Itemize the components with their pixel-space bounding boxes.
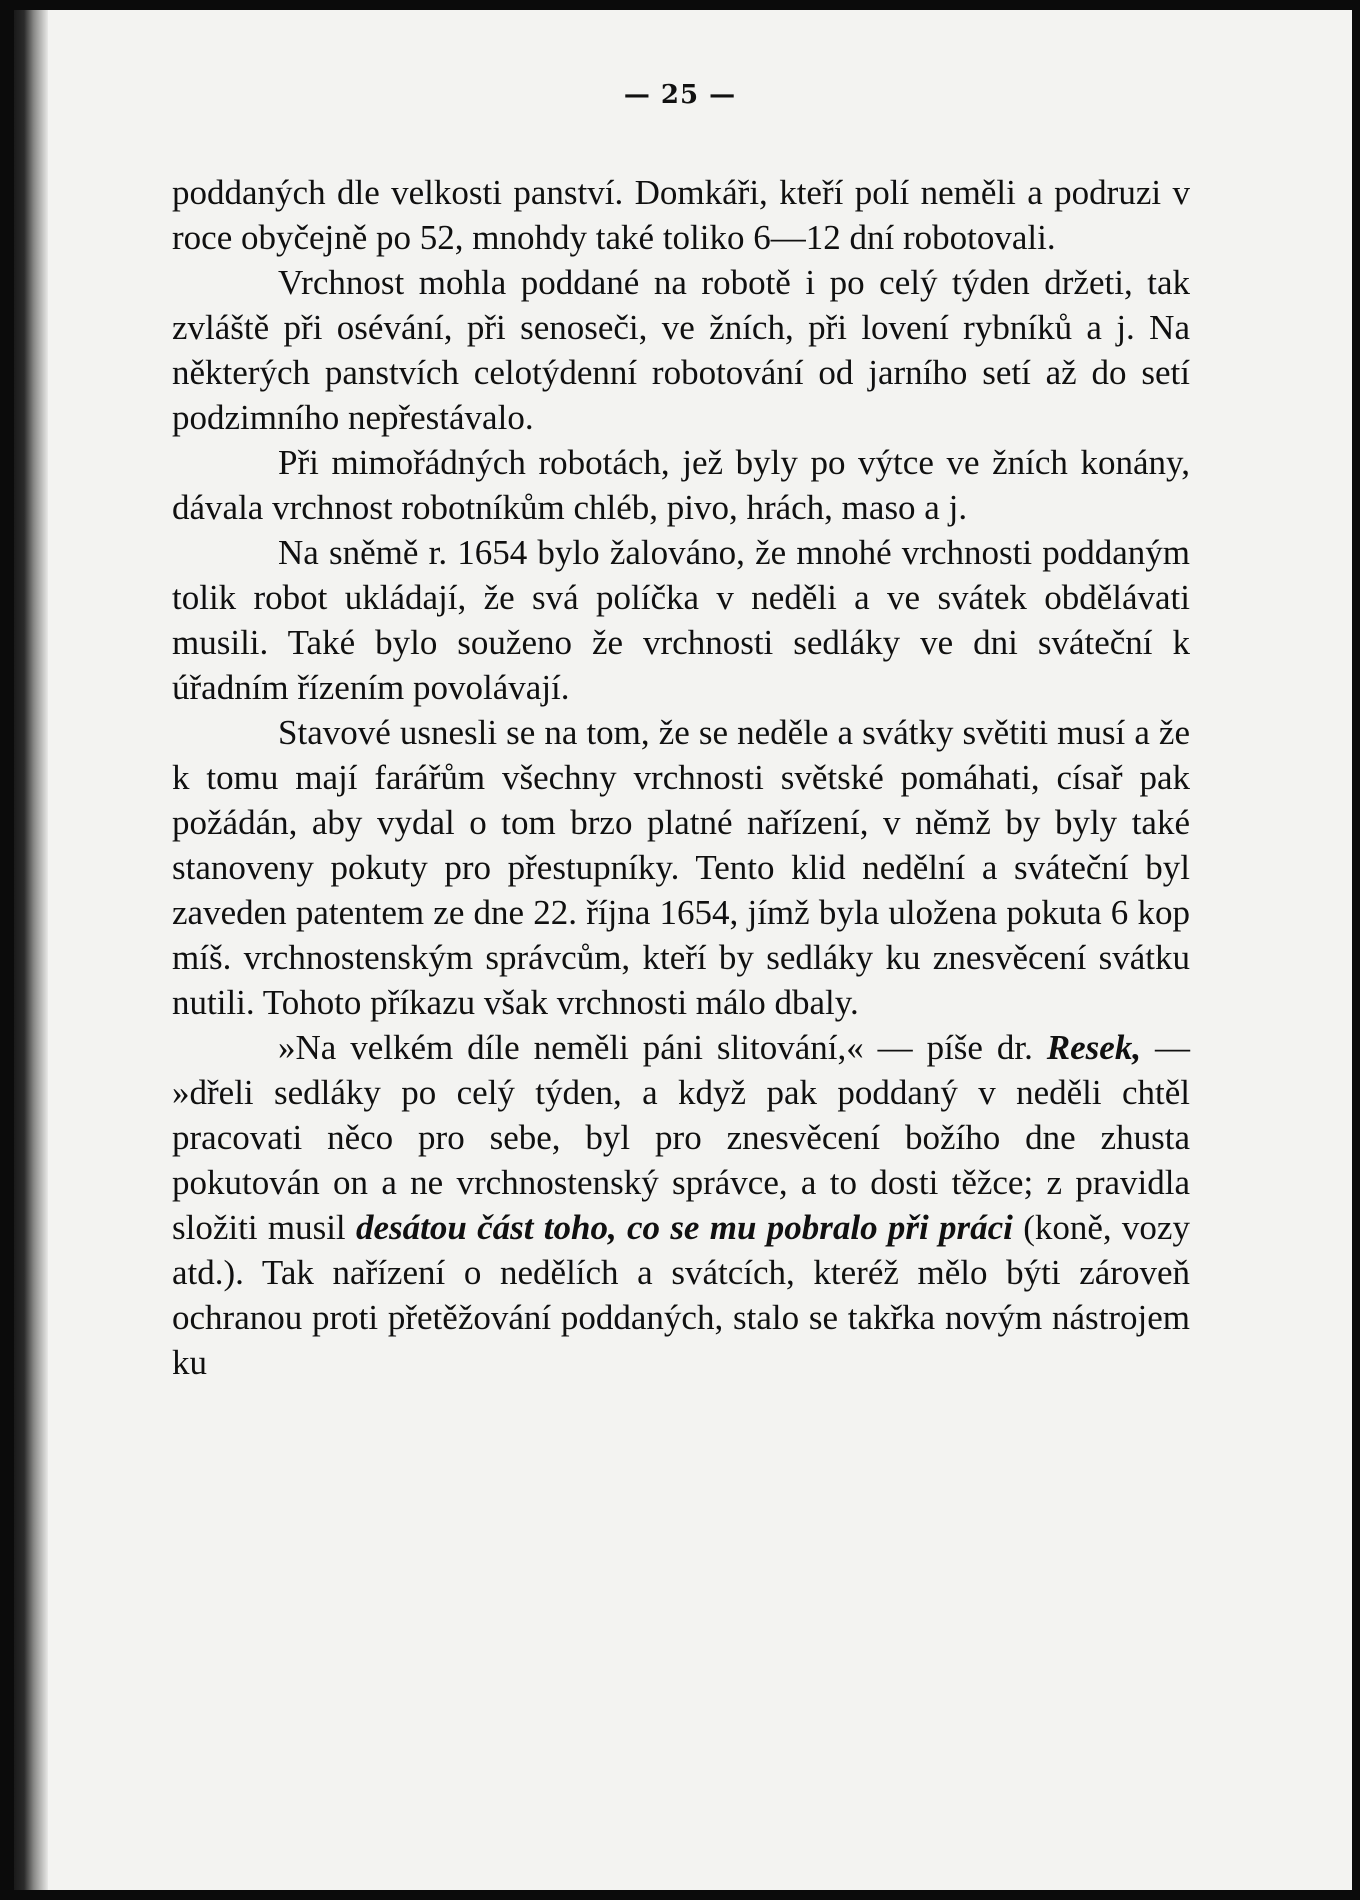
- paragraph-6-part-1: »Na velkém díle neměli páni slitování,« — píše dr.: [278, 1028, 1047, 1067]
- paragraph-2: Vrchnost mohla poddané na robotě i po celý týden držeti, tak zvláště při osévání, při senoseči, ve žních, při lovení rybníků a j. Na některých panstvích celotýdenní robotování od jarního setí až do setí podzimního nepřestávalo.: [172, 263, 1190, 437]
- paragraph-4: Na sněmě r. 1654 bylo žalováno, že mnohé vrchnosti poddaným tolik robot ukládají, že svá políčka v neděli a ve svátek obdělávati musili. Také bylo souženo že vrchnosti sedláky ve dni sváteční k úřadním řízením povolávají.: [172, 533, 1190, 707]
- emphasized-quote: desátou část toho, co se mu pobralo při práci: [355, 1208, 1013, 1247]
- author-name: Resek,: [1046, 1028, 1142, 1067]
- page-number: — 25 —: [623, 80, 737, 110]
- body-text: [172, 170, 1190, 1385]
- paragraph-6-part-2: — »dřeli sedláky po celý týden, a když pak poddaný v neděli chtěl pracovati něco pro sebe, byl pro znesvěcení božího dne zhusta pokutován on a ne vrchnostenský správce, a to dosti těžce; z pravidla složiti musil: [172, 1028, 1191, 1247]
- paragraph-6-part-3: (koně, vozy atd.). Tak nařízení o nedělích a svátcích, kteréž mělo býti zároveň ochranou proti přetěžování poddaných, stalo se takřka novým nástrojem ku: [172, 1208, 1190, 1382]
- paragraph-1: poddaných dle velkosti panství. Domkáři, kteří polí neměli a podruzi v roce obyčejně po 52, mnohdy také toliko 6—12 dní robotovali.: [172, 173, 1190, 257]
- paragraph-6: [172, 1025, 1190, 1385]
- paragraph-5: Stavové usnesli se na tom, že se neděle a svátky světiti musí a že k tomu mají farářům všechny vrchnosti světské pomáhati, císař pak požádán, aby vydal o tom brzo platné nařízení, v němž by byly také stanoveny pokuty pro přestupníky. Tento klid nedělní a sváteční byl zaveden patentem ze dne 22. října 1654, jímž byla uložena pokuta 6 kop míš. vrchnostenským správcům, kteří by sedláky ku znesvěcení svátku nutili. Tohoto příkazu však vrchnosti málo dbaly.: [172, 713, 1190, 1022]
- page-binding-edge: [14, 10, 48, 1890]
- paragraph-3: Při mimořádných robotách, jež byly po výtce ve žních konány, dávala vrchnost robotníkům chléb, pivo, hrách, maso a j.: [172, 443, 1190, 527]
